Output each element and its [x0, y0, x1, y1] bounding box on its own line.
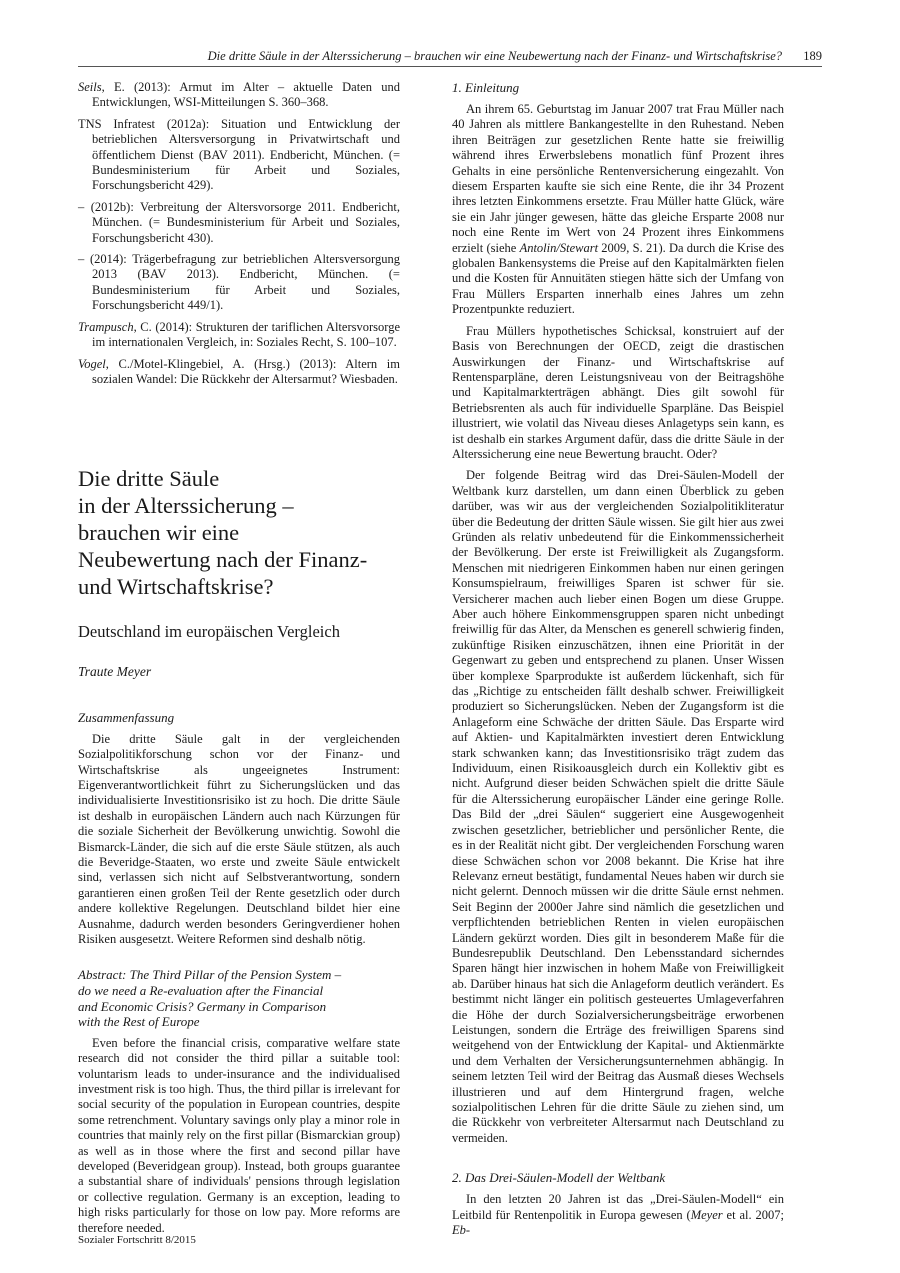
title-line: und Wirtschaftskrise? [78, 574, 274, 600]
article-subtitle: Deutschland im europäischen Vergleich [78, 622, 340, 642]
abstract-heading-line: and Economic Crisis? Germany in Comparison [78, 998, 327, 1014]
reference-text: , C./Motel-Klingebiel, A. (Hrsg.) (2013): Altern im sozialen Wandel: Die Rückkehr der Altersarmut? Wiesbaden. [92, 356, 400, 386]
text-run: In den letzten 20 Jahren ist das „Drei-Säulen-Modell“ ein Leitbild für Rentenpolitik in Europa gewesen ( [452, 1192, 784, 1222]
reference-item [78, 117, 400, 194]
reference-author: Trampusch [78, 319, 134, 334]
reference-item [78, 357, 400, 388]
article-title [78, 465, 400, 600]
body-paragraph [452, 102, 784, 318]
reference-author: – [78, 199, 85, 214]
reference-text: , C. (2014): Strukturen der tariflichen Altersvorsorge im internationalen Vergleich, in: Soziales Recht, S. 100–107. [92, 319, 400, 350]
title-line: brauchen wir eine [78, 520, 240, 546]
left-column [78, 80, 400, 1242]
running-header [78, 46, 822, 67]
summary-heading: Zusammenfassung [78, 709, 175, 725]
body-paragraph: Der folgende Beitrag wird das Drei-Säulen-Modell der Weltbank kurz darstellen, um dann einen Überblick zu geben darüber, was wir aus der vergleichenden Sozialpolitikliteratur über die Bedeutung der dritten Säule wissen. Sie gilt hier aus zwei Gründen als relativ unbedeutend für die Einkommenssicherheit der Bevölkerung. Der erste ist Freiwilligkeit als Zugangsform. Menschen mit niedrigeren Einkommen haben nur einen geringen Konsumspielraum, freiwilliges Sparen ist schwer für sie. Versicherer machen auch lieber einen Bogen um diese Gruppe. Aber auch höhere Einkommensgruppen sparen nicht unbedingt freiwillig für das Alter, da Menschen es generell schwierig finden, zukünftige Risiken einzuschätzen, ihnen eine Priorität in der Gegenwart zu geben und entsprechend zu planen. Unser Wissen über komplexe Sparprodukte ist außerdem lückenhaft, sich für das „Richtige zu entscheiden fällt deshalb schwer. Freiwilligkeit produziert so Sicherungslücken. Neben der Zugangsform ist die Anlageform eine Schwäche der dritten Säule. Das Ersparte wird auf Aktien- und Kapitalmärkten investiert deren Entwicklung stark schwanken kann; das Investitionsrisiko trägt zudem das Individuum, einen Risikoausgleich durch ein Kollektiv gibt es nicht. Aufgrund dieser beiden Schwächen spielt die dritte Säule für die Alterssicherung europäischer Länder eine geringe Rolle. Das Bild der „drei Säulen“ suggeriert eine Ausgewogenheit zwischen gesetzlicher, betrieblicher und persönlicher Rente, die es in der Realität nicht gibt. Der vergleichenden Forschung waren diese Schwächen schon vor 2008 bekannt. Die Krise hat ihre Relevanz erneut bestätigt, fundamental Neues haben wir durch sie nicht gelernt. Dennoch müssen wir die dritte Säule ernst nehmen. Seit Beginn der 2000er Jahre sind nämlich die gesetzlichen und verpflichtenden betrieblichen Renten in vielen europäischen Ländern gekürzt worden. Dies gilt in besonderem Maße für die Bundesrepublik Deutschland. Den Lebensstandard sicherndes Sparen hängt hier inzwischen in hohem Maße von Freiwilligkeit ab. Darüber hinaus hat sich die Anlageform deutlich verändert. Es bestimmt nicht länger ein politisch gesteuertes Umlageverfahren die Höhe der durch Sozialversicherungsbeiträge erworbenen Leistungen, sondern die Erträge des freiwilligen Sparens sind weitgehend von der Entwicklung der Kapital- und Aktienmärkte und dem Verhalten der Versicherungsunternehmen abhängig. In seinem letzten Teil wird der Beitrag das Ausmaß dieses Wechsels illustrieren und auf dem Hintergrund fragen, welche sozialpolitischen Lehren für die dritte Säule zu ziehen sind, um die Rückkehr von verbreiteter Altersarmut nach Deutschland zu vermeiden. [452, 468, 784, 1145]
abstract-heading [78, 967, 400, 1029]
reference-author: Vogel [78, 356, 106, 371]
text-run: 2009, S. 21). Da durch die Krise des globalen Bankensystems die Preise auf den Kapitalmärkten fielen und die Kosten für Annuitäten stiegen hätte sich der Umfang von Frau Müllers Ersparten innerhalb eines Jahres um zehn Prozentpunkte reduziert. [452, 240, 784, 317]
article-author: Traute Meyer [78, 664, 152, 680]
reference-item [78, 200, 400, 246]
body-paragraph [452, 1192, 784, 1238]
abstract-heading-line: Abstract: The Third Pillar of the Pension System – [78, 967, 342, 983]
abstract-heading-line: do we need a Re-evaluation after the Financial [78, 983, 324, 998]
reference-author: TNS Infratest [78, 116, 156, 131]
page-number: 189 [803, 49, 822, 63]
title-line: Neubewertung nach der Finanz- [78, 547, 368, 573]
section-2-heading: 2. Das Drei-Säulen-Modell der Weltbank [452, 1170, 666, 1186]
reference-text: (2012a): Situation und Entwicklung der betrieblichen Altersversorgung in Privatwirtschaft und öffentlichem Dienst (BAV 2011). Endbericht, München. (= Bundesministerium für Arbeit und Soziales, Forschungsbericht 429). [92, 116, 401, 193]
reference-item [78, 252, 400, 314]
reference-list [78, 80, 400, 387]
title-line: in der Alterssicherung – [78, 493, 294, 519]
title-line: Die dritte Säule [78, 466, 220, 492]
reference-author: Seils [78, 80, 102, 94]
citation: Meyer [690, 1207, 723, 1222]
reference-item [78, 80, 400, 111]
section-1-heading: 1. Einleitung [452, 80, 520, 95]
page-footer: Sozialer Fortschritt 8/2015 [78, 1234, 196, 1246]
abstract-text: Even before the financial crisis, comparative welfare state research did not consider the third pillar a suitable tool: voluntarism leads to under-insurance and the individualised investment risk is too high. Thus, the third pillar is irrelevant for social security of the population in European countries, despite some retrenchment. Voluntary savings only play a minor role in countries that mainly rely on the first pillar (Bismarckian group) as well as in those where the first and second pillar have developed (Beveridgean group). Instead, both groups guarantee a substantial share of individuals' pensions through legislation or collective regulation. Germany is an exception, leading to high risks particularly for those on low pay. More reforms are therefore needed. [78, 1035, 400, 1235]
reference-text: (2012b): Verbreitung der Altersvorsorge 2011. Endbericht, München. (= Bundesministerium für Arbeit und Soziales, Forschungsbericht 430). [84, 199, 400, 245]
abstract-heading-line: with the Rest of Europe [78, 1014, 200, 1030]
reference-author: – [78, 252, 85, 267]
citation: Antolin/Stewart [519, 240, 599, 255]
summary-text: Die dritte Säule galt in der vergleichenden Sozialpolitikforschung schon vor der Finanz- und Wirtschaftskrise als ungeeignetes Instrument: Eigenverantwortlichkeit führt zu Sicherungslücken und das individualisierte Investitionsrisiko ist zu hoch. Die dritte Säule ist deshalb in europäischen Ländern auch nach Kürzungen für die soziale Sicherheit der Bevölkerung unwichtig. Sowohl die Bismarck-Länder, die sich auf die erste Säule stützen, als auch die Beveridge-Staaten, wo erste und zweite Säule entwickelt sind, verlassen sich nicht auf Selbstverantwortung, sondern garantieren einen großen Teil der Rente gesetzlich oder durch andere kollektive Regelungen. Deutschland bildet hier eine Ausnahme, dadurch werden besonders Geringverdiener hohen Risiken ausgesetzt. Weitere Reformen sind deshalb nötig. [78, 731, 400, 946]
running-title: Die dritte Säule in der Alterssicherung – brauchen wir eine Neubewertung nach der Finanz- und Wirtschaftskrise? [207, 49, 782, 63]
text-run: An ihrem 65. Geburtstag im Januar 2007 trat Frau Müller nach 40 Jahren als mittlere Bankangestellte in den Ruhestand. Neben ihren Beiträgen zur gesetzlichen Rente hatte sie freiwillig während ihres Erwerbslebens monatlich fünf Prozent ihres Gehalts in eine persönliche Rentenversicherung eingezahlt. Von diesem Ersparten kaufte sie sich eine Rente, die ihr 34 Prozent ihres letzten Einkommens ersetzte. Frau Müller hatte Glück, wäre sie ein Jahr jünger gewesen, hätte das gleiche Ersparte 2008 nur noch eine Rente im Wert von 24 Prozent ihres Einkommens erzielt (siehe [452, 102, 784, 255]
reference-text: (2014): Trägerbefragung zur betrieblichen Altersversorgung 2013 (BAV 2013). Endbericht, München. (= Bundesministerium für Arbeit und Soziales, Forschungsbericht 449/1). [84, 252, 400, 313]
body-paragraph: Frau Müllers hypothetisches Schicksal, konstruiert auf der Basis von Berechnungen der OECD, zeigt die drastischen Auswirkungen der Finanz- und Wirtschaftskrise auf Rentensparpläne, deren Leistungsniveau von der Beitragshöhe und Kapitalmarkterträgen abhängt. Dies gilt sowohl für Betriebsrenten als auch für individuelle Sparpläne. Das Beispiel illustriert, wie volatil das Niveau dieses Anlagetyps sein kann, es ist deshalb ein starkes Argument dafür, dass die dritte Säule in der Alterssicherung eine neue Bewertung braucht. Oder? [452, 323, 784, 461]
reference-item [78, 320, 400, 351]
right-column [452, 80, 784, 1244]
reference-text: , E. (2013): Armut im Alter – aktuelle Daten und Entwicklungen, WSI-Mitteilungen S. 360–368. [92, 80, 400, 110]
text-run: et al. 2007; [722, 1207, 785, 1222]
citation: Eb- [452, 1223, 471, 1238]
